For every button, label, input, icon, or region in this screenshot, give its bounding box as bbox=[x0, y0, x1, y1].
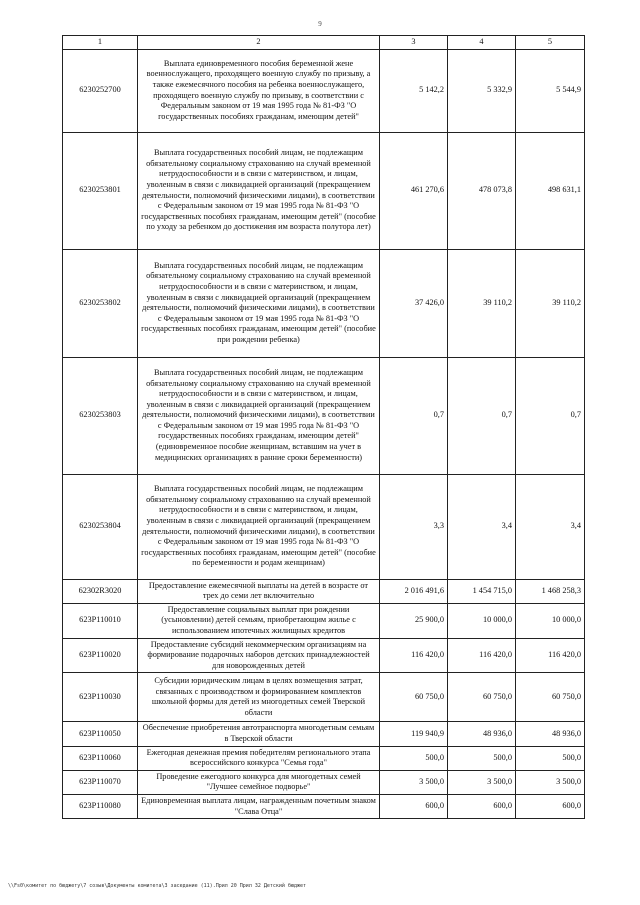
row-description: Выплата государственных пособий лицам, не подлежащим обязательному социальному страхованию на случай временной нетрудоспособности и в связи с материнством, и лицам, уволенным в связи с ликвидацией организаций (прекращением деятельности, полномочий физическими лицами), в соответствии с Федеральным законом от 19 мая 1995 года № 81-ФЗ "О государственных пособиях гражданам, имеющим детей" (единовременное пособие женщинам, вставшим на учет в медицинских организациях в ранние сроки беременности) bbox=[138, 357, 380, 474]
table-header-row bbox=[63, 36, 585, 50]
row-value-col3: 60 750,0 bbox=[380, 673, 448, 722]
row-code: 623P110030 bbox=[63, 673, 138, 722]
row-code: 623P110060 bbox=[63, 746, 138, 770]
row-value-col4: 116 420,0 bbox=[448, 638, 516, 673]
row-value-col5: 1 468 258,3 bbox=[516, 579, 585, 603]
table-row bbox=[63, 603, 585, 638]
header-col-5: 5 bbox=[516, 36, 585, 50]
table-row bbox=[63, 49, 585, 132]
table-row bbox=[63, 722, 585, 746]
row-value-col4: 48 936,0 bbox=[448, 722, 516, 746]
row-value-col5: 48 936,0 bbox=[516, 722, 585, 746]
table-row bbox=[63, 474, 585, 579]
row-description: Ежегодная денежная премия победителям регионального этапа всероссийского конкурса "Семья года" bbox=[138, 746, 380, 770]
row-description: Предоставление ежемесячной выплаты на детей в возрасте от трех до семи лет включительно bbox=[138, 579, 380, 603]
row-value-col4: 500,0 bbox=[448, 746, 516, 770]
row-value-col4: 478 073,8 bbox=[448, 132, 516, 249]
row-value-col4: 60 750,0 bbox=[448, 673, 516, 722]
row-value-col5: 3,4 bbox=[516, 474, 585, 579]
row-value-col3: 3,3 bbox=[380, 474, 448, 579]
row-value-col5: 0,7 bbox=[516, 357, 585, 474]
row-description: Проведение ежегодного конкурса для многодетных семей "Лучшее семейное подворье" bbox=[138, 770, 380, 794]
row-value-col3: 5 142,2 bbox=[380, 49, 448, 132]
row-value-col5: 116 420,0 bbox=[516, 638, 585, 673]
row-value-col3: 119 940,9 bbox=[380, 722, 448, 746]
row-value-col3: 600,0 bbox=[380, 794, 448, 818]
row-value-col3: 0,7 bbox=[380, 357, 448, 474]
row-value-col4: 600,0 bbox=[448, 794, 516, 818]
row-value-col5: 500,0 bbox=[516, 746, 585, 770]
table-row bbox=[63, 746, 585, 770]
table-row bbox=[63, 132, 585, 249]
row-code: 623P110070 bbox=[63, 770, 138, 794]
table-row bbox=[63, 770, 585, 794]
row-description: Выплата государственных пособий лицам, не подлежащим обязательному социальному страхованию на случай временной нетрудоспособности и в связи с материнством, и лицам, уволенным в связи с ликвидацией организаций (прекращением деятельности, полномочий физическими лицами), в соответствии с Федеральным законом от 19 мая 1995 года № 81-ФЗ "О государственных пособиях гражданам, имеющим детей" (пособие при рождении ребенка) bbox=[138, 249, 380, 357]
row-value-col5: 39 110,2 bbox=[516, 249, 585, 357]
header-col-1: 1 bbox=[63, 36, 138, 50]
table-row bbox=[63, 249, 585, 357]
row-code: 623P110050 bbox=[63, 722, 138, 746]
row-value-col3: 2 016 491,6 bbox=[380, 579, 448, 603]
row-value-col3: 37 426,0 bbox=[380, 249, 448, 357]
table-row bbox=[63, 579, 585, 603]
row-code: 6230253803 bbox=[63, 357, 138, 474]
row-value-col5: 5 544,9 bbox=[516, 49, 585, 132]
file-path-footer: \\Fs0\комитет по бюджету\7 созыв\Документы комитета\3 заседание (11).Прил 20 Прил 32 Детский бюджет bbox=[8, 883, 307, 889]
row-description: Предоставление субсидий некоммерческим организациям на формирование подарочных наборов детских принадлежностей для новорожденных детей bbox=[138, 638, 380, 673]
header-col-2: 2 bbox=[138, 36, 380, 50]
header-col-3: 3 bbox=[380, 36, 448, 50]
page-number: 9 bbox=[318, 20, 322, 28]
row-value-col3: 25 900,0 bbox=[380, 603, 448, 638]
row-value-col4: 10 000,0 bbox=[448, 603, 516, 638]
row-description: Единовременная выплата лицам, награжденным почетным знаком "Слава Отца" bbox=[138, 794, 380, 818]
row-code: 6230253804 bbox=[63, 474, 138, 579]
row-code: 623P110080 bbox=[63, 794, 138, 818]
row-value-col4: 3 500,0 bbox=[448, 770, 516, 794]
row-description: Обеспечение приобретения автотранспорта многодетным семьям в Тверской области bbox=[138, 722, 380, 746]
row-value-col4: 1 454 715,0 bbox=[448, 579, 516, 603]
row-value-col4: 39 110,2 bbox=[448, 249, 516, 357]
table-row bbox=[63, 638, 585, 673]
row-code: 6230253802 bbox=[63, 249, 138, 357]
row-code: 62302R3020 bbox=[63, 579, 138, 603]
budget-table bbox=[62, 35, 585, 819]
row-value-col5: 600,0 bbox=[516, 794, 585, 818]
row-value-col4: 5 332,9 bbox=[448, 49, 516, 132]
row-value-col3: 3 500,0 bbox=[380, 770, 448, 794]
row-code: 6230253801 bbox=[63, 132, 138, 249]
row-description: Предоставление социальных выплат при рождении (усыновлении) детей семьям, приобретающим жилье с использованием ипотечных жилищных кредитов bbox=[138, 603, 380, 638]
row-value-col5: 10 000,0 bbox=[516, 603, 585, 638]
table-row bbox=[63, 794, 585, 818]
header-col-4: 4 bbox=[448, 36, 516, 50]
row-value-col4: 0,7 bbox=[448, 357, 516, 474]
row-code: 623P110020 bbox=[63, 638, 138, 673]
row-value-col5: 3 500,0 bbox=[516, 770, 585, 794]
row-description: Выплата государственных пособий лицам, не подлежащим обязательному социальному страхованию на случай временной нетрудоспособности и в связи с материнством, и лицам, уволенным в связи с ликвидацией организаций (прекращением деятельности, полномочий физическими лицами), в соответствии с Федеральным законом от 19 мая 1995 года № 81-ФЗ "О государственных пособиях гражданам, имеющим детей" (пособие по беременности и родам женщинам) bbox=[138, 474, 380, 579]
row-description: Выплата государственных пособий лицам, не подлежащим обязательному социальному страхованию на случай временной нетрудоспособности и в связи с материнством, и лицам, уволенным в связи с ликвидацией организаций (прекращением деятельности, полномочий физическими лицами), в соответствии с Федеральным законом от 19 мая 1995 года № 81-ФЗ "О государственных пособиях гражданам, имеющим детей" (пособие по уходу за ребенком до достижения им возраста полутора лет) bbox=[138, 132, 380, 249]
row-value-col3: 116 420,0 bbox=[380, 638, 448, 673]
row-value-col3: 500,0 bbox=[380, 746, 448, 770]
row-code: 6230252700 bbox=[63, 49, 138, 132]
table-row bbox=[63, 357, 585, 474]
row-value-col4: 3,4 bbox=[448, 474, 516, 579]
row-description: Выплата единовременного пособия беременной жене военнослужащего, проходящего военную службу по призыву, а также ежемесячного пособия на ребенка военнослужащего, проходящего военную службу по призыву, в соответствии с Федеральным законом от 19 мая 1995 года № 81-ФЗ "О государственных пособиях гражданам, имеющим детей" bbox=[138, 49, 380, 132]
row-value-col5: 60 750,0 bbox=[516, 673, 585, 722]
table-row bbox=[63, 673, 585, 722]
row-code: 623P110010 bbox=[63, 603, 138, 638]
row-value-col5: 498 631,1 bbox=[516, 132, 585, 249]
row-description: Субсидии юридическим лицам в целях возмещения затрат, связанных с производством и формированием комплектов школьной формы для детей из многодетных семей Тверской области bbox=[138, 673, 380, 722]
row-value-col3: 461 270,6 bbox=[380, 132, 448, 249]
